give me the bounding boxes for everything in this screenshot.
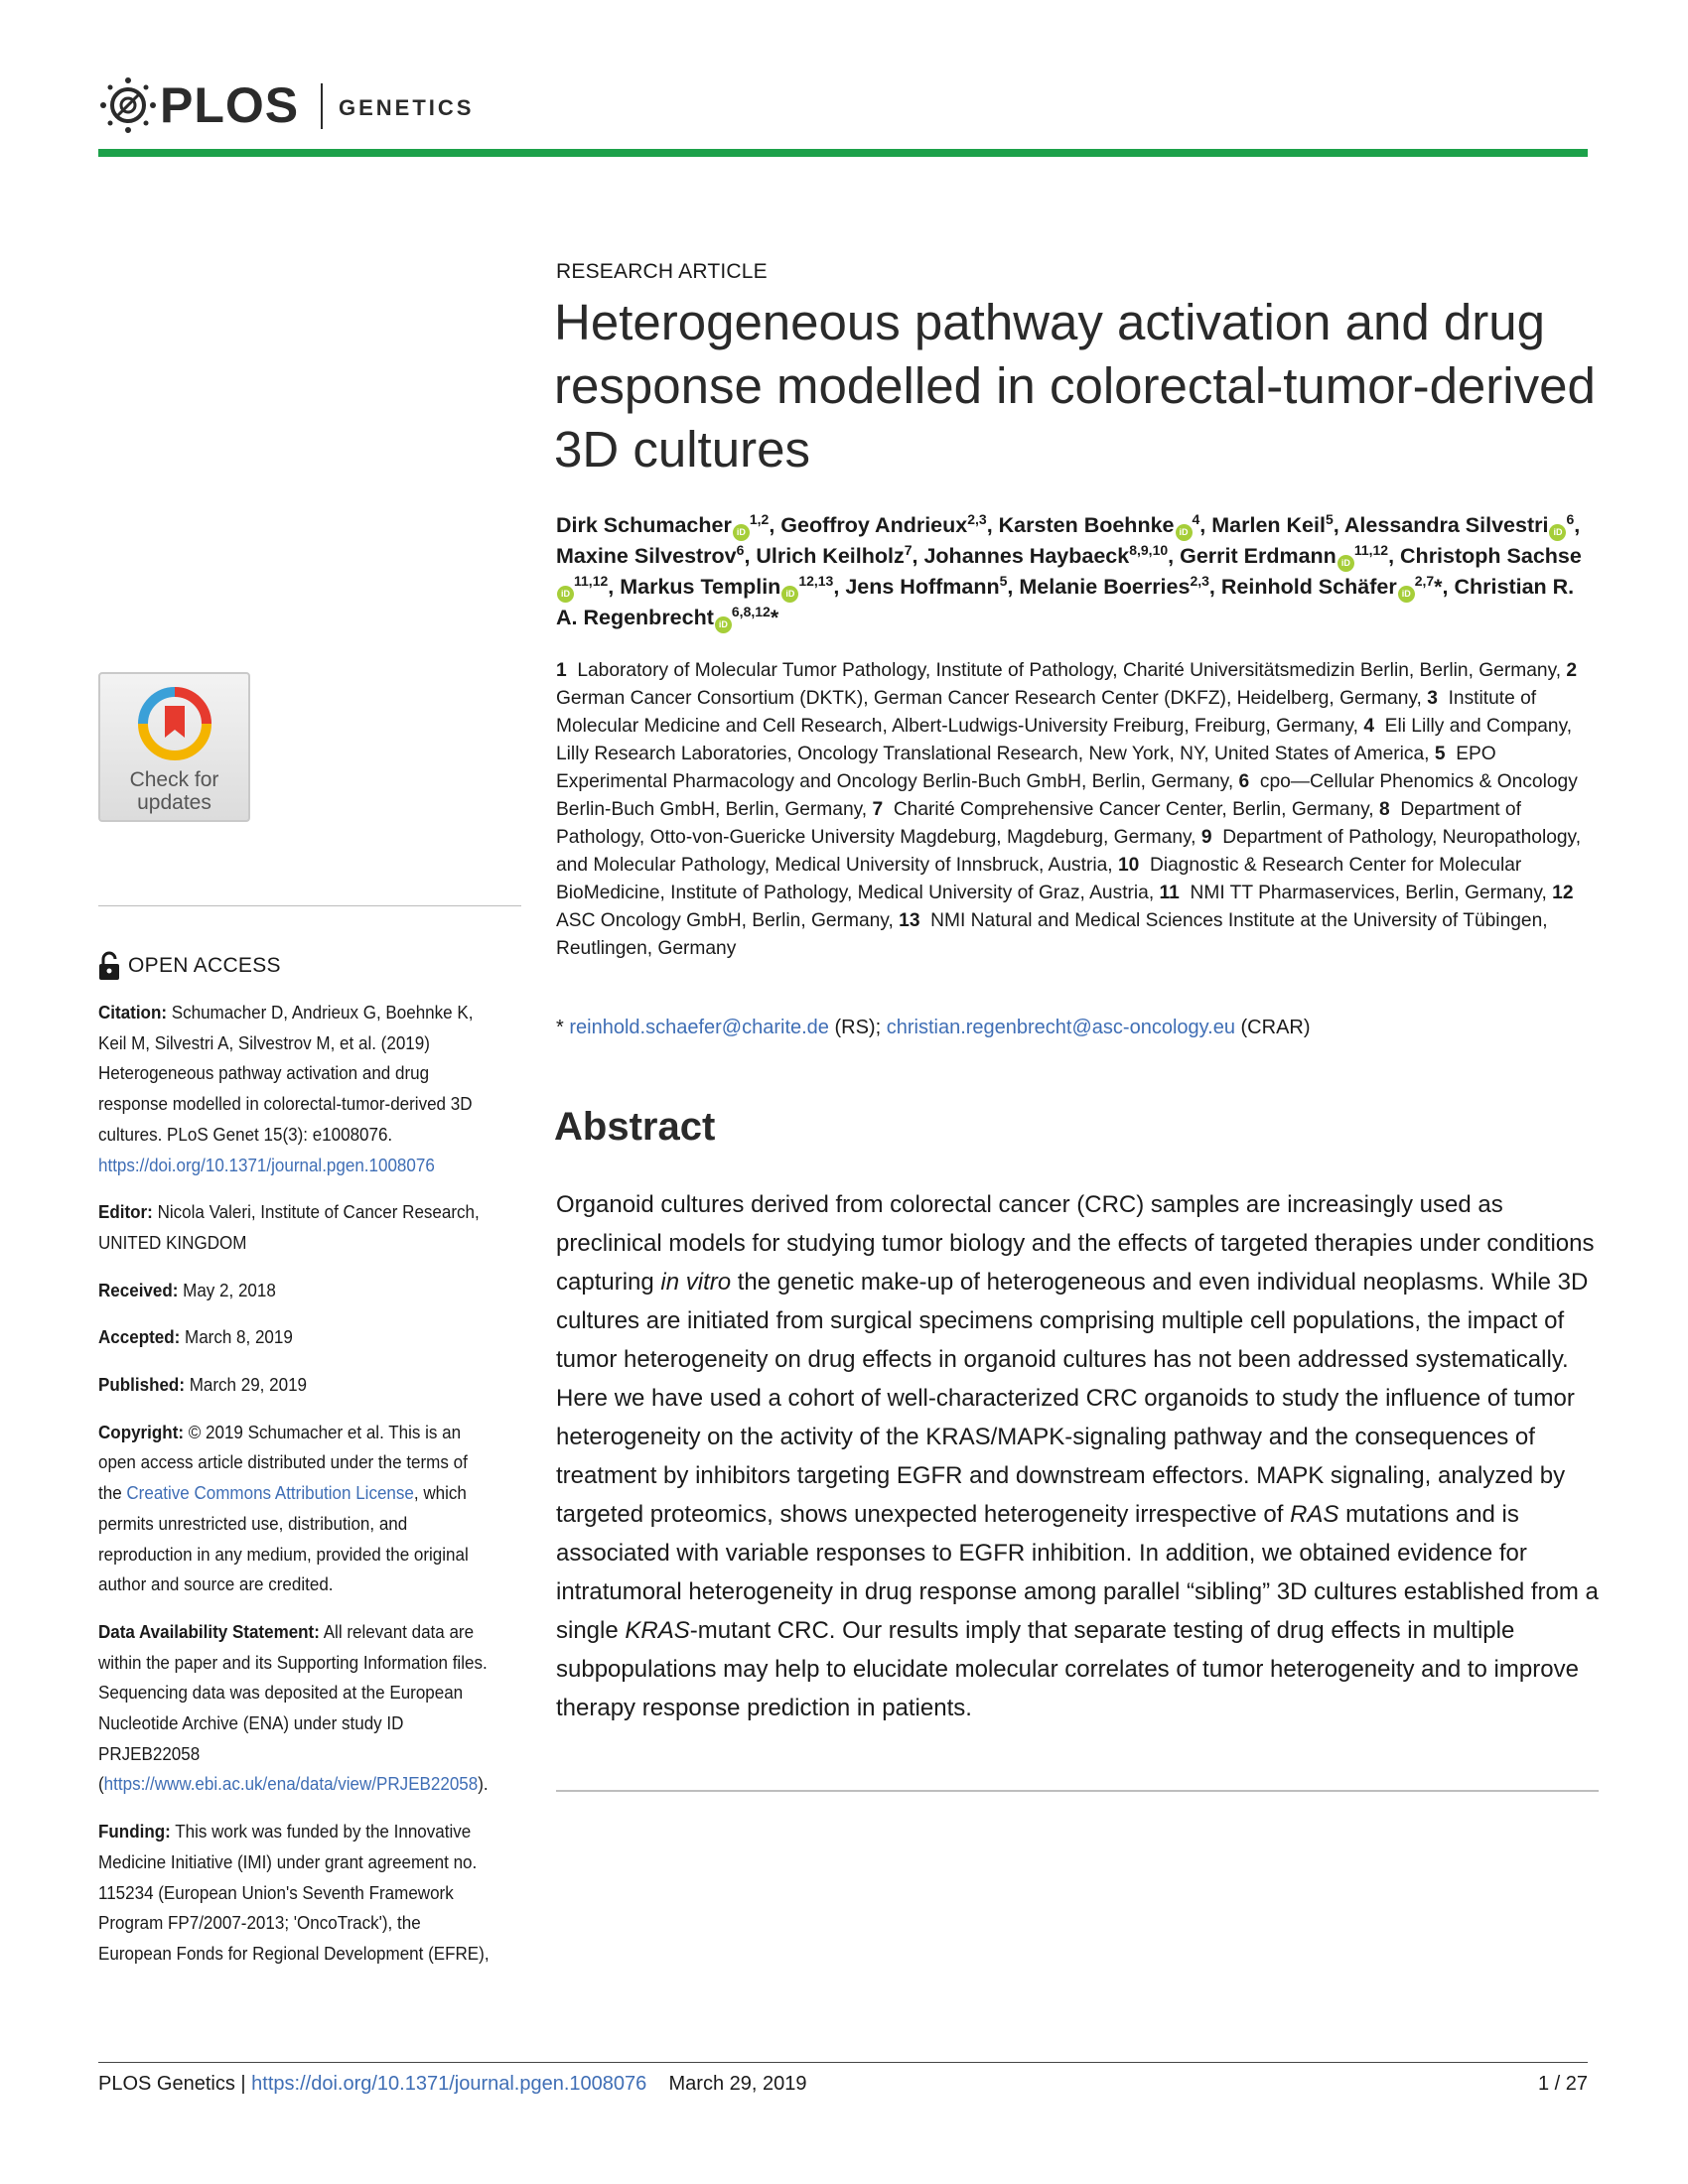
published-date xyxy=(98,1370,492,1401)
affiliation-text: Eli Lilly and Company, Lilly Research Laboratories, Oncology Translational Research, New York, NY, United States of America, xyxy=(556,716,1573,764)
affiliation-text: Department of Pathology, Otto-von-Guericke University Magdeburg, Magdeburg, Germany, xyxy=(556,799,1521,848)
journal-header xyxy=(98,75,1588,139)
author-separator: , xyxy=(1208,575,1221,599)
page-footer xyxy=(98,2073,1588,2096)
footer-doi-link[interactable]: https://doi.org/10.1371/journal.pgen.1008076 xyxy=(251,2073,647,2095)
author-name[interactable]: Karsten Boehnke xyxy=(998,513,1175,537)
orcid-icon[interactable]: iD xyxy=(733,524,750,541)
author-separator: , xyxy=(1199,513,1212,537)
license-link[interactable]: Creative Commons Attribution License xyxy=(126,1482,414,1504)
citation-label: Citation: xyxy=(98,1002,168,1023)
affiliation-text: cpo—Cellular Phenomics & Oncology Berlin-Buch GmbH, Berlin, Germany, xyxy=(556,771,1578,820)
author-name[interactable]: Marlen Keil xyxy=(1211,513,1326,537)
correspondence-tag-2: (CRAR) xyxy=(1240,1017,1311,1038)
author-name[interactable]: Maxine Silvestrov xyxy=(556,544,737,568)
left-divider xyxy=(98,905,521,906)
affiliation-text: Diagnostic & Research Center for Molecular BioMedicine, Institute of Pathology, Medical University of Graz, Austria, xyxy=(556,855,1522,903)
open-access-label: OPEN ACCESS xyxy=(128,954,281,977)
orcid-icon[interactable]: iD xyxy=(1549,524,1566,541)
data-availability-text-2: ). xyxy=(478,1773,489,1795)
logo-text: PLOS xyxy=(160,77,300,133)
author-separator: , xyxy=(769,513,781,537)
received-text: May 2, 2018 xyxy=(183,1279,276,1300)
footer-date: March 29, 2019 xyxy=(668,2073,807,2095)
author-affiliation-numbers: 1,2 xyxy=(749,511,770,527)
accepted-label: Accepted: xyxy=(98,1326,181,1348)
author xyxy=(923,544,1180,568)
copyright-label: Copyright: xyxy=(98,1421,185,1442)
affiliation-number: 5 xyxy=(1434,744,1446,764)
author-affiliation-numbers: 6 xyxy=(736,542,745,558)
author-affiliation-numbers: 12,13 xyxy=(798,573,834,589)
author xyxy=(1211,513,1344,537)
article-metadata xyxy=(98,998,492,1986)
corresponding-author-star: * xyxy=(1434,575,1443,599)
abstract-part-1: Organoid cultures derived from colorectal cancer (CRC) samples are increasingly used as preclinical models for studying tumor biology and the effects of targeted therapies under conditions capturing xyxy=(556,1191,1595,1296)
orcid-icon[interactable]: iD xyxy=(781,586,798,603)
abstract-italic-kras: KRAS xyxy=(625,1617,690,1644)
correspondence xyxy=(556,1017,1599,1039)
funding xyxy=(98,1817,492,1970)
affiliation-list xyxy=(556,657,1599,963)
author-affiliation-numbers: 8,9,10 xyxy=(1129,542,1169,558)
author xyxy=(1019,575,1221,599)
affiliation-number: 13 xyxy=(899,910,920,931)
author-name[interactable]: Johannes Haybaeck xyxy=(923,544,1130,568)
logo-divider xyxy=(321,83,323,129)
author-affiliation-numbers: 4 xyxy=(1192,511,1200,527)
author-name[interactable]: Christian R. A. Regenbrecht xyxy=(556,575,1575,629)
received-date xyxy=(98,1276,492,1306)
citation xyxy=(98,998,492,1180)
affiliation-text: Laboratory of Molecular Tumor Pathology, Institute of Pathology, Charité Universitätsmedizin Berlin, Berlin, Germany, xyxy=(577,660,1562,681)
data-availability-text-1: All relevant data are within the paper and its Supporting Information files. Sequencing data was deposited at the European Nucleotide Archive (ENA) under study ID PRJEB22058 ( xyxy=(98,1620,488,1795)
author xyxy=(1344,513,1580,537)
author-list xyxy=(556,510,1599,633)
data-availability-label: Data Availability Statement: xyxy=(98,1620,320,1642)
author xyxy=(556,513,780,537)
correspondence-tag-1: (RS); xyxy=(834,1017,882,1038)
corresponding-author-star: * xyxy=(770,606,779,629)
article-type: RESEARCH ARTICLE xyxy=(556,260,768,283)
author-affiliation-numbers: 6 xyxy=(1566,511,1575,527)
author-name[interactable]: Jens Hoffmann xyxy=(845,575,1000,599)
author-affiliation-numbers: 7 xyxy=(904,542,913,558)
author-name[interactable]: Alessandra Silvestri xyxy=(1343,513,1549,537)
affiliation xyxy=(872,799,1379,820)
orcid-icon[interactable]: iD xyxy=(715,616,732,633)
affiliation-text: Institute of Molecular Medicine and Cell Research, Albert-Ludwigs-University Freiburg, Freiburg, Germany, xyxy=(556,688,1537,737)
funding-label: Funding: xyxy=(98,1821,171,1843)
abstract-italic-in-vitro: in vitro xyxy=(660,1269,732,1296)
crossmark-icon xyxy=(137,686,212,761)
plos-logo-icon xyxy=(98,75,158,135)
author-separator: , xyxy=(833,575,846,599)
editor xyxy=(98,1197,492,1258)
check-for-updates-button[interactable] xyxy=(98,672,250,822)
author-name[interactable]: Geoffroy Andrieux xyxy=(780,513,968,537)
author-separator: , xyxy=(744,544,757,568)
open-access-badge xyxy=(98,950,281,982)
check-for-updates-label: Check for updates xyxy=(129,768,219,814)
accepted-text: March 8, 2019 xyxy=(185,1326,293,1348)
abstract-italic-ras: RAS xyxy=(1290,1501,1339,1528)
abstract-part-2: the genetic make-up of heterogeneous and even individual neoplasms. While 3D cultures are initiated from surgical specimens comprising multiple cell populations, the impact of tumor heterogeneity on drug effects in organoid cultures has not been addressed systematically. Here we have used a cohort of well-characterized CRC organoids to study the influence of tumor heterogeneity on the activity of the KRAS/MAPK-signaling pathway and the consequences of treatment by inhibitors targeting EGFR and downstream effectors. MAPK signaling, analyzed by targeted proteomics, shows unexpected heterogeneity irrespective of xyxy=(556,1269,1589,1528)
author xyxy=(780,513,998,537)
author-affiliation-numbers: 2,3 xyxy=(1190,573,1209,589)
author-name[interactable]: Christoph Sachse xyxy=(1400,544,1582,568)
orcid-icon[interactable]: iD xyxy=(1398,586,1415,603)
editor-text: Nicola Valeri, Institute of Cancer Research, UNITED KINGDOM xyxy=(98,1201,480,1253)
affiliation-text: NMI TT Pharmaservices, Berlin, Germany, xyxy=(1190,883,1547,903)
author xyxy=(999,513,1212,537)
author-separator: , xyxy=(1168,544,1181,568)
affiliation-number: 11 xyxy=(1159,883,1180,903)
citation-doi-link[interactable]: https://doi.org/10.1371/journal.pgen.1008076 xyxy=(98,1154,435,1175)
published-label: Published: xyxy=(98,1374,185,1396)
footer-rule xyxy=(98,2062,1588,2063)
author-affiliation-numbers: 11,12 xyxy=(1353,542,1389,558)
author xyxy=(556,544,756,568)
author-affiliation-numbers: 6,8,12 xyxy=(731,604,771,619)
author-affiliation-numbers: 5 xyxy=(999,573,1008,589)
editor-label: Editor: xyxy=(98,1201,153,1223)
received-label: Received: xyxy=(98,1279,179,1300)
author-name[interactable]: Gerrit Erdmann xyxy=(1180,544,1336,568)
author-affiliation-numbers: 5 xyxy=(1325,511,1334,527)
affiliation-text: Department of Pathology, Neuropathology, and Molecular Pathology, Medical University of Innsbruck, Austria, xyxy=(556,827,1582,876)
author-separator: , xyxy=(986,513,999,537)
open-lock-icon xyxy=(98,951,120,981)
abstract-text xyxy=(556,1185,1599,1727)
affiliation-number: 6 xyxy=(1238,771,1250,792)
ena-data-link[interactable]: https://www.ebi.ac.uk/ena/data/view/PRJEB22058 xyxy=(103,1773,479,1795)
author xyxy=(620,575,845,599)
affiliation-number: 4 xyxy=(1363,716,1374,737)
author-name[interactable]: Dirk Schumacher xyxy=(556,513,732,537)
accepted-date xyxy=(98,1322,492,1353)
email-link-schaefer[interactable]: reinhold.schaefer@charite.de xyxy=(569,1017,829,1038)
author-separator: , xyxy=(1333,513,1344,537)
orcid-icon[interactable]: iD xyxy=(557,586,574,603)
author-name[interactable]: Reinhold Schäfer xyxy=(1220,575,1397,599)
author-affiliation-numbers: 11,12 xyxy=(574,573,609,589)
author-separator: , xyxy=(1574,513,1581,537)
affiliation xyxy=(556,660,1566,681)
orcid-icon[interactable]: iD xyxy=(1176,524,1193,541)
copyright xyxy=(98,1418,492,1600)
author-separator: , xyxy=(1388,544,1401,568)
affiliation xyxy=(1160,883,1553,903)
affiliation-number: 9 xyxy=(1200,827,1212,848)
email-link-regenbrecht[interactable]: christian.regenbrecht@asc-oncology.eu xyxy=(886,1017,1235,1038)
author-name[interactable]: Melanie Boerries xyxy=(1019,575,1191,599)
affiliation-text: ASC Oncology GmbH, Berlin, Germany, xyxy=(556,910,894,931)
affiliation-number: 10 xyxy=(1117,855,1140,876)
article-title: Heterogeneous pathway activation and drug response modelled in colorectal-tumor-derived 3D cultures xyxy=(554,294,1596,478)
author xyxy=(1180,544,1400,568)
author xyxy=(1221,575,1455,599)
abstract-heading: Abstract xyxy=(554,1105,716,1149)
footer-separator: | xyxy=(240,2073,246,2095)
header-rule xyxy=(98,149,1588,157)
published-text: March 29, 2019 xyxy=(189,1374,308,1396)
author-separator: , xyxy=(608,575,621,599)
affiliation-text: German Cancer Consortium (DKTK), German Cancer Research Center (DKFZ), Heidelberg, Germany, xyxy=(556,688,1422,709)
affiliation-number: 3 xyxy=(1427,688,1438,709)
affiliation-text: NMI Natural and Medical Sciences Institute at the University of Tübingen, Reutlingen, Germany xyxy=(556,910,1548,959)
affiliation-number: 1 xyxy=(556,660,567,681)
abstract-divider xyxy=(556,1790,1599,1792)
affiliation-number: 7 xyxy=(872,799,884,820)
copyright-text-2: , which permits unrestricted use, distribution, and reproduction in any medium, provided the original author and source are credited. xyxy=(98,1482,469,1595)
funding-text: This work was funded by the Innovative Medicine Initiative (IMI) under grant agreement no. 115234 (European Union's Seventh Framework Program FP7/2007-2013; 'OncoTrack'), the European Fonds for Regional Development (EFRE), xyxy=(98,1821,490,1964)
author xyxy=(845,575,1019,599)
copyright-text-1: © 2019 Schumacher et al. This is an open access article distributed under the terms of the xyxy=(98,1421,468,1504)
journal-name: GENETICS xyxy=(339,95,475,120)
orcid-icon[interactable]: iD xyxy=(1337,555,1354,572)
author-separator: , xyxy=(1007,575,1020,599)
correspondence-star: * xyxy=(556,1017,564,1038)
author-name[interactable]: Markus Templin xyxy=(620,575,781,599)
affiliation-number: 12 xyxy=(1552,883,1574,903)
affiliation-text: Charité Comprehensive Cancer Center, Berlin, Germany, xyxy=(893,799,1374,820)
affiliation-number: 8 xyxy=(1378,799,1390,820)
footer-journal: PLOS Genetics xyxy=(98,2073,235,2095)
abstract-part-3: mutations and is associated with variable responses to EGFR inhibition. In addition, we obtained evidence for intratumoral heterogeneity in drug response among parallel “sibling” 3D cultures established from a single xyxy=(556,1501,1599,1644)
author-affiliation-numbers: 2,3 xyxy=(967,511,987,527)
abstract-part-4: -mutant CRC. Our results imply that separate testing of drug effects in multiple subpopulations may help to elucidate molecular correlates of tumor heterogeneity and to improve therapy response prediction in patients. xyxy=(556,1617,1579,1721)
author-separator: , xyxy=(1442,575,1455,599)
data-availability xyxy=(98,1617,492,1800)
author xyxy=(756,544,923,568)
citation-text: Schumacher D, Andrieux G, Boehnke K, Keil M, Silvestri A, Silvestrov M, et al. (2019) Heterogeneous pathway activation and drug response modelled in colorectal-tumor-derived 3D cultures. PLoS Genet 15(3): e1008076. xyxy=(98,1002,474,1145)
affiliation-number: 2 xyxy=(1566,660,1578,681)
author-affiliation-numbers: 2,7 xyxy=(1414,573,1435,589)
page-number: 1 / 27 xyxy=(1537,2073,1588,2095)
author-separator: , xyxy=(912,544,924,568)
author-name[interactable]: Ulrich Keilholz xyxy=(756,544,905,568)
affiliation-text: EPO Experimental Pharmacology and Oncology Berlin-Buch GmbH, Berlin, Germany, xyxy=(556,744,1496,792)
